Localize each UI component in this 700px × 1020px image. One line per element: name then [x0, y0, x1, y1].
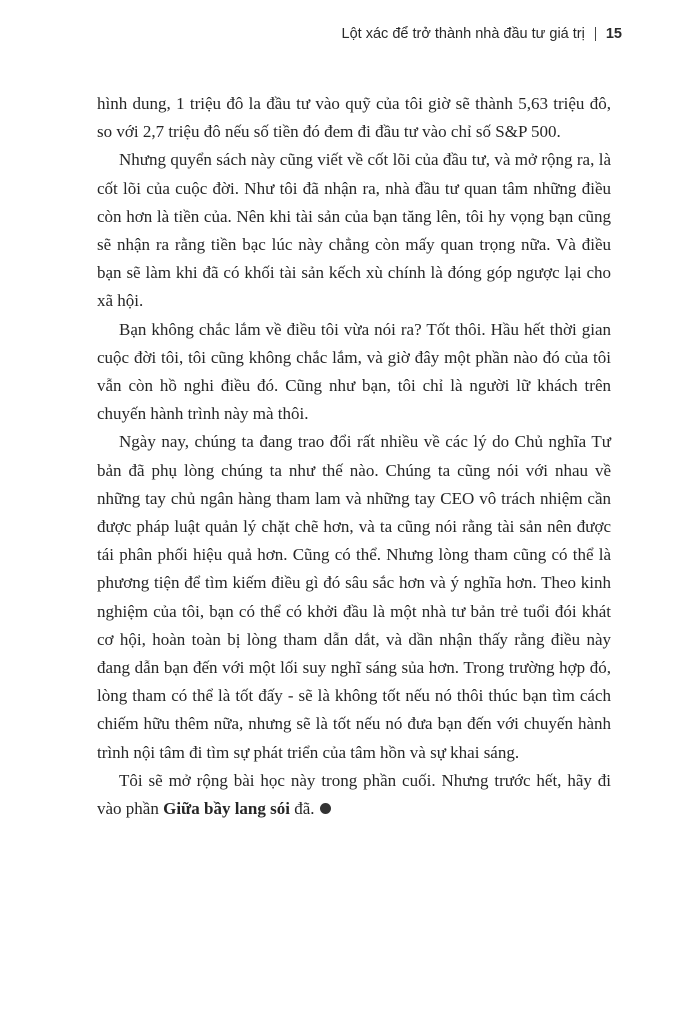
page-number: 15	[605, 26, 622, 42]
body-text	[97, 90, 611, 823]
paragraph-continued: hình dung, 1 triệu đô la đầu tư vào quỹ của tôi giờ sẽ thành 5,63 triệu đô, so với 2,7 triệu đô nếu số tiền đó đem đi đầu tư vào chỉ số S&P 500.	[97, 94, 611, 142]
section-reference: Giữa bầy lang sói	[163, 799, 290, 819]
header-divider	[595, 27, 596, 41]
paragraph: Nhưng quyển sách này cũng viết về cốt lõi của đầu tư, và mở rộng ra, là cốt lõi của cuộc đời. Như tôi đã nhận ra, nhà đầu tư quan tâm những điều còn hơn là tiền của. Nên khi tài sản của bạn tăng lên, tôi hy vọng bạn cũng sẽ nhận ra rằng tiền bạc lúc này chẳng còn mấy quan trọng nữa. Và điều bạn sẽ làm khi đã có khối tài sản kếch xù chính là đóng góp ngược lại cho xã hội.	[97, 150, 611, 311]
end-mark-icon	[320, 803, 331, 814]
paragraph-final	[97, 767, 611, 823]
paragraph: Ngày nay, chúng ta đang trao đổi rất nhiều về các lý do Chủ nghĩa Tư bản đã phụ lòng chúng ta như thế nào. Chúng ta cũng nói với nhau về những tay chủ ngân hàng tham lam và những tay CEO vô trách nhiệm cần được pháp luật quản lý chặt chẽ hơn, và ta cũng nói rằng tài sản nên được tái phân phối hiệu quả hơn. Cũng có thể. Nhưng lòng tham cũng có thể là phương tiện để tìm kiếm điều gì đó sâu sắc hơn và ý nghĩa hơn. Theo kinh nghiệm của tôi, bạn có thể có khởi đầu là một nhà tư bản trẻ tuổi đói khát cơ hội, hoàn toàn bị lòng tham dẫn dắt, và dần nhận thấy rằng điều này đang dẫn bạn đến với một lối suy nghĩ sáng sủa hơn. Trong trường hợp đó, lòng tham có thể là tốt đấy - sẽ là không tốt nếu nó thôi thúc bạn tìm cách chiếm hữu thêm nữa, nhưng sẽ là tốt nếu nó đưa bạn đến với chuyến hành trình nội tâm đi tìm sự phát triển của tâm hồn và sự khai sáng.	[97, 432, 611, 762]
running-title: Lột xác để trở thành nhà đầu tư giá trị	[341, 26, 585, 42]
running-header	[342, 26, 622, 42]
paragraph: Bạn không chắc lắm về điều tôi vừa nói ra? Tốt thôi. Hầu hết thời gian cuộc đời tôi, tôi cũng không chắc lắm, và giờ đây một phần nào đó của tôi vẫn còn hồ nghi điều đó. Cũng như bạn, tôi chỉ là người lữ khách trên chuyến hành trình này mà thôi.	[97, 319, 611, 424]
paragraph-text-end: đã.	[289, 799, 315, 819]
paragraph-text: Tôi sẽ mở rộng bài học này trong phần cuối. Nhưng trước hết, hãy đi vào phần	[97, 770, 611, 819]
